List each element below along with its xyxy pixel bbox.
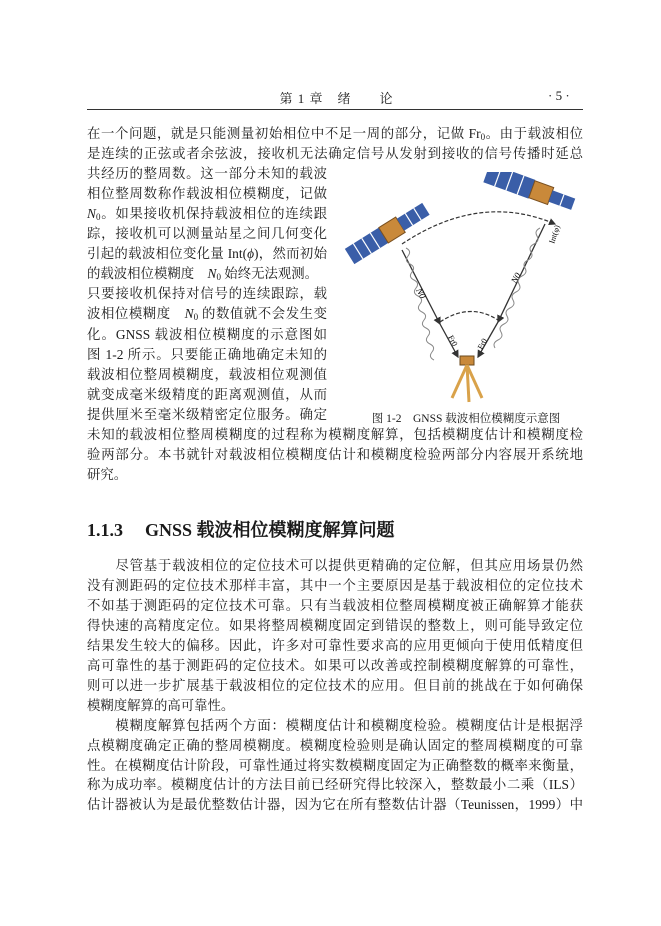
text-run: N: [87, 206, 96, 222]
text-run: )，然而初始: [254, 246, 327, 262]
text-line: [87, 264, 327, 283]
text-run: 不如基于测距码的定位技术可靠。只有当载波相位整周模糊度被正确解算才能获: [87, 597, 583, 613]
text-run: 估计器被认为是最优整数估计器，因为它在所有整数估计器（Teunissen，1999）中: [87, 797, 583, 813]
subscript: 0: [216, 272, 221, 283]
label-fr0-right: Fr0: [475, 336, 489, 351]
text-run: N: [207, 266, 217, 282]
text-run: 。如果接收机保持载波相位的连续跟: [100, 206, 327, 222]
text-line: [87, 596, 583, 615]
label-int-phi: Int(φ): [547, 223, 562, 245]
text-run: 性。在模糊度估计阶段，可靠性通过将实数模糊度固定为正确整数的概率来衡量，: [87, 757, 583, 773]
text-run: 化。GNSS 载波相位模糊度的示意图如: [87, 326, 327, 342]
text-line: [87, 365, 327, 384]
text-run: ϕ: [247, 246, 254, 262]
page-number: · 5 ·: [548, 88, 570, 103]
text-line: [87, 636, 583, 655]
text-line: [87, 184, 327, 203]
text-run: 模糊度解算的高可靠性。: [87, 697, 235, 713]
gnss-ambiguity-figure: [340, 172, 592, 404]
text-line: [87, 164, 327, 183]
text-line: [87, 425, 583, 444]
text-run: 踪，接收机可以测量站星之间几何变化: [87, 226, 327, 242]
section-number: 1.1.3: [87, 520, 123, 540]
text-run: 共经历的整周数。这一部分未知的载波: [87, 166, 327, 182]
running-header-chapter: 第 1 章 绪 论: [279, 91, 394, 106]
figure-caption: 图 1-2 GNSS 载波相位模糊度示意图: [371, 413, 561, 425]
text-run: 始终无法观测。: [220, 266, 319, 282]
text-line: [87, 616, 583, 635]
text-run: N: [184, 306, 194, 322]
text-line: [87, 244, 327, 263]
header-rule: [87, 109, 583, 110]
text-line: [87, 576, 583, 595]
satellite-left: [345, 201, 431, 264]
subscript: 0: [193, 312, 199, 323]
text-line: [87, 696, 583, 715]
subscript: 0: [95, 212, 101, 223]
section-title: GNSS 载波相位模糊度解算问题: [145, 520, 395, 540]
section-heading: [87, 516, 395, 542]
text-run: 没有测距码的定位技术那样丰富，其中一个主要原因是基于载波相位的定位技术: [87, 577, 583, 593]
text-line: [87, 775, 583, 794]
satellite-right: [483, 172, 576, 214]
text-run: 在一个问题，就是只能测量初始相位中不足一周的部分，记做 Fr: [87, 126, 481, 141]
text-run: 的载波相位模糊度: [87, 266, 208, 282]
text-line: [87, 676, 583, 695]
text-line: [87, 736, 583, 755]
text-line: [87, 795, 583, 814]
text-run: 称为成功率。模糊度估计的方法目前已经研究得比较深入，整数最小二乘（ILS）: [87, 777, 583, 793]
text-run: 载波相位整周模糊度，载波相位观测值: [87, 366, 327, 382]
text-line: [87, 304, 327, 323]
text-line: [87, 204, 327, 223]
text-line: [87, 405, 327, 424]
label-fr0-left: Fr0: [446, 333, 460, 348]
text-run: 结果发生较大的偏移。因此，许多对可靠性要求高的应用更倾向于使用低精度但: [87, 637, 583, 653]
text-line: [87, 284, 327, 303]
text-run: 高可靠性的基于测距码的定位技术。如果可以改善或控制模糊度解算的可靠性，: [87, 657, 583, 673]
text-run: 只要接收机保持对信号的连续跟踪，载: [87, 286, 327, 302]
text-run: 波相位模糊度: [87, 306, 185, 322]
text-run: 相位整周数称作载波相位模糊度，记做: [87, 186, 327, 202]
text-run: 提供厘米至毫米级精密定位服务。确定: [87, 406, 327, 422]
text-line: [87, 465, 583, 484]
text-run: 点模糊度确定正确的整周模糊度。模糊度检验则是确认固定的整周模糊度的可靠: [87, 737, 583, 753]
subscript: 0: [480, 132, 486, 142]
text-run: 模糊度解算包括两个方面：模糊度估计和模糊度检验。模糊度估计是根据浮: [87, 717, 583, 733]
text-line: [87, 144, 583, 163]
text-run: 尽管基于载波相位的定位技术可以提供更精确的定位解，但其应用场景仍然: [87, 558, 583, 573]
text-line: [87, 325, 327, 344]
text-run: 的数值就不会发生变: [198, 306, 327, 322]
text-line: [87, 124, 583, 143]
signal-wave-right: [494, 228, 540, 348]
text-line: [87, 656, 583, 675]
text-line: [87, 756, 583, 775]
text-run: 图 1-2 所示。只要能正确地确定未知的: [87, 346, 327, 362]
text-run: 引起的载波相位变化量 Int(: [87, 246, 248, 262]
text-line: [87, 445, 583, 464]
text-run: 是连续的正弦或者余弦波，接收机无法确定信号从发射到接收的信号传播时延总: [87, 146, 583, 162]
text-line: [87, 556, 583, 575]
text-run: 未知的载波相位整周模糊度的过程称为模糊度解算，包括模糊度估计和模糊度检: [87, 426, 583, 442]
text-run: 则可以进一步扩展基于载波相位的定位技术的应用。但目前的挑战在于如何确保: [87, 677, 583, 693]
text-run: 。由于载波相位: [485, 126, 583, 141]
receiver-tripod-icon: [452, 356, 482, 402]
text-run: 研究。: [87, 466, 128, 482]
text-line: [87, 224, 327, 243]
label-n0-right: N0: [508, 270, 523, 285]
text-line: [87, 385, 327, 404]
text-line: [87, 716, 583, 735]
label-n0-left: N0: [414, 286, 429, 301]
text-run: 得快速的高精度定位。如果将整周模糊度固定到错误的整数上，则可能导致定位: [87, 617, 583, 633]
arc-bottom: [440, 311, 498, 322]
text-line: [87, 345, 327, 364]
text-run: 验两部分。本书就针对载波相位模糊度估计和模糊度检验两部分内容展开系统地: [87, 446, 583, 462]
text-run: 就变成毫米级精度的距离观测值，从而: [87, 386, 327, 402]
